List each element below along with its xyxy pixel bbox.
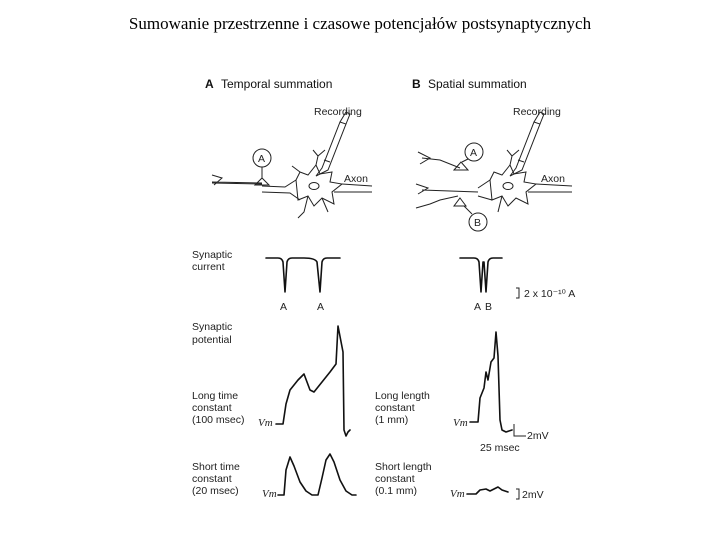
neuron-a-drawing (212, 106, 372, 218)
long-length-scale-bar (514, 424, 526, 436)
time-scale-label: 25 msec (480, 442, 520, 454)
long-length-label-3: (1 mm) (375, 414, 409, 426)
short-length-label-2: constant (375, 473, 415, 485)
panel-a-letter: A (205, 77, 214, 91)
short-time-label-1: Short time (192, 461, 240, 473)
panel-b-heading: Spatial summation (428, 77, 527, 91)
short-time-label-2: constant (192, 473, 232, 485)
short-time-trace (278, 454, 356, 495)
synapse-b-b-label: B (474, 217, 482, 229)
long-time-trace (276, 326, 350, 436)
synapse-b-a-label: A (470, 147, 478, 159)
current-trace-b (460, 258, 502, 292)
short-length-label-1: Short length (375, 461, 432, 473)
electrode-b (510, 122, 540, 176)
axon-a-label: Axon (344, 173, 368, 185)
current-scale-bar (516, 288, 519, 298)
neuron-b-drawing (416, 106, 572, 231)
vm-label-short-time: Vm (262, 488, 277, 500)
voltage-scale-label-2: 2mV (522, 489, 544, 501)
recording-b-label: Recording (513, 106, 561, 118)
current-marker-a1: A (280, 301, 288, 313)
vm-label-long-time: Vm (258, 417, 273, 429)
current-marker-a2: A (317, 301, 325, 313)
synaptic-current-label-2: current (192, 261, 225, 273)
panel-a-heading: Temporal summation (221, 77, 333, 91)
long-length-trace (470, 332, 512, 432)
recording-a-label: Recording (314, 106, 362, 118)
page-title: Sumowanie przestrzenne i czasowe potencjałów postsynaptycznych (128, 14, 592, 33)
axon-b-label: Axon (541, 173, 565, 185)
short-length-scale-bar (516, 489, 519, 499)
synaptic-potential-label-2: potential (192, 334, 232, 346)
current-marker-b-a: A (474, 301, 482, 313)
voltage-scale-label-1: 2mV (527, 430, 549, 442)
long-time-label-3: (100 msec) (192, 414, 245, 426)
synapse-b-b-terminal (454, 198, 466, 206)
long-length-label-2: constant (375, 402, 415, 414)
synaptic-current-label-1: Synaptic (192, 249, 233, 261)
long-length-label-1: Long length (375, 390, 430, 402)
vm-label-short-length: Vm (450, 488, 465, 500)
short-length-label-3: (0.1 mm) (375, 485, 417, 497)
synapse-a-label: A (258, 153, 266, 165)
current-scale-label: 2 x 10⁻¹⁰ A (524, 288, 576, 300)
long-time-label-2: constant (192, 402, 232, 414)
current-marker-b-b: B (485, 301, 493, 313)
long-time-label-1: Long time (192, 390, 239, 402)
vm-label-long-length: Vm (453, 417, 468, 429)
synaptic-potential-label-1: Synaptic (192, 321, 233, 333)
current-trace-a (266, 258, 340, 292)
panel-b-letter: B (412, 77, 421, 91)
short-time-label-3: (20 msec) (192, 485, 239, 497)
electrode-a (316, 122, 346, 176)
short-length-trace (467, 487, 508, 494)
